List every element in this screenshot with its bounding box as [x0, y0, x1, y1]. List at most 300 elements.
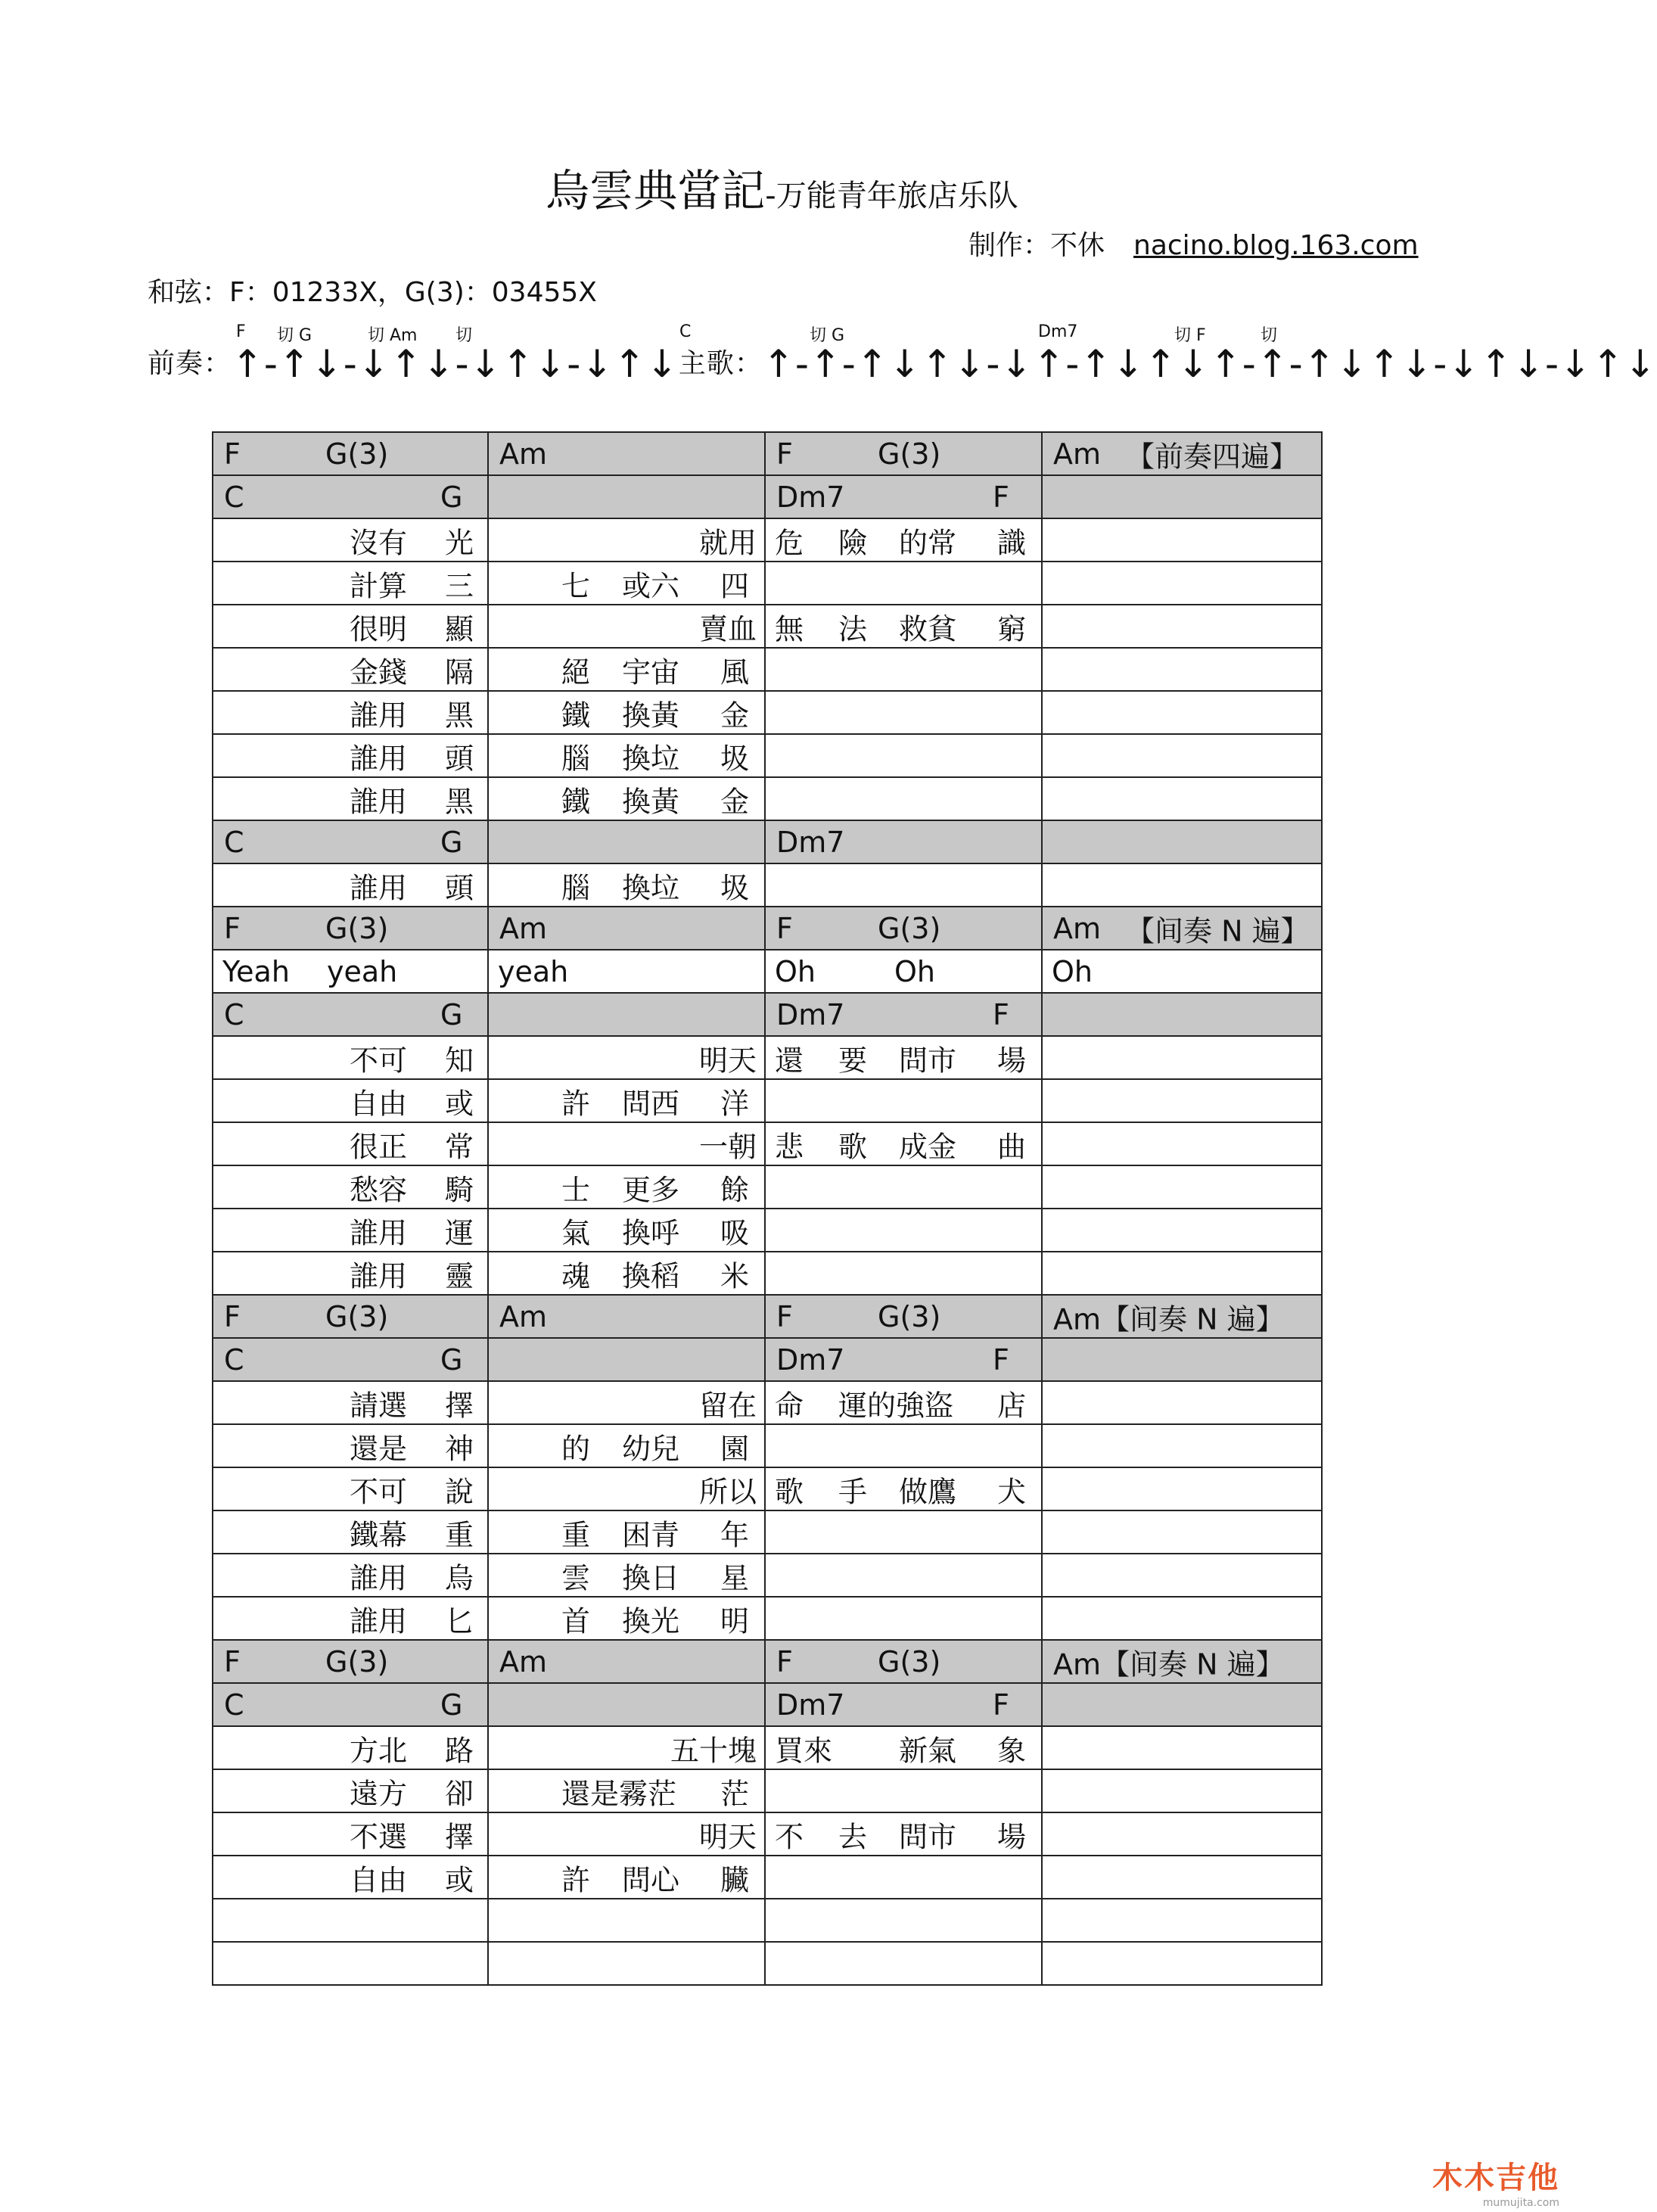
- chord-name: G(3): [878, 1299, 941, 1333]
- lyric-row: [213, 1252, 1322, 1295]
- lyric-text: 茫: [720, 1777, 750, 1810]
- lyric-text: 洋: [720, 1087, 750, 1120]
- chord-name: Am: [1053, 911, 1102, 945]
- lyric-text: 星: [720, 1561, 750, 1594]
- lyric-cell: [765, 777, 1042, 820]
- lyric-text: 曲: [997, 1130, 1027, 1163]
- chord-name: G: [440, 825, 463, 859]
- credit-line: [968, 224, 1419, 263]
- lyric-cell: [765, 734, 1042, 777]
- lyric-cell: [213, 691, 488, 734]
- lyric-cell: [1042, 1079, 1322, 1122]
- verse-pattern: ↑-↑-↑↓↑↓-↓↑-↑↓↑↓↑-↑-↑↓↑↓-↓↑↓-↓↑↓: [762, 342, 1657, 386]
- lyric-text: 還是霧茫: [561, 1777, 677, 1810]
- watermark: [1432, 2154, 1559, 2209]
- lyric-row: [213, 562, 1322, 605]
- watermark-logo: 木木吉他: [1432, 2161, 1559, 2195]
- lyric-cell: [1042, 1597, 1322, 1640]
- lyric-text: 計算: [350, 569, 408, 602]
- lyric-text: 換光: [622, 1604, 680, 1638]
- lyric-text: 氣: [561, 1216, 591, 1249]
- chord-cell: [488, 993, 765, 1036]
- lyric-cell: [765, 1252, 1042, 1295]
- lyric-text: 金錢: [350, 655, 408, 689]
- chord-shapes: 和弦：F：01233X，G(3)：03455X: [148, 277, 597, 308]
- chord-name: G: [440, 1342, 463, 1377]
- lyric-text: 腦: [561, 742, 591, 775]
- lyric-text: 園: [720, 1432, 750, 1465]
- lyric-row: [213, 1942, 1322, 1985]
- lyric-row: [213, 1554, 1322, 1597]
- lyric-cell: [1042, 1942, 1322, 1985]
- lyric-row: [213, 605, 1322, 648]
- lyric-text: 不可: [350, 1044, 408, 1077]
- chord-row: [213, 432, 1322, 475]
- song-title: 烏雲典當記: [546, 165, 766, 216]
- chord-cell: [765, 475, 1042, 518]
- chord-name: G: [440, 997, 463, 1031]
- lyric-cell: [213, 1209, 488, 1252]
- lyric-cell: [765, 1899, 1042, 1942]
- lyric-cell: [765, 1079, 1042, 1122]
- lyric-text: 換黃: [622, 785, 680, 818]
- strum-label: 切: [1261, 326, 1278, 345]
- chord-name: F: [993, 1342, 1009, 1377]
- lyric-text: 年: [720, 1518, 750, 1551]
- lyric-cell: [488, 734, 765, 777]
- chord-name: C: [224, 480, 244, 514]
- lyric-row: [213, 1381, 1322, 1424]
- chord-cell: [213, 1683, 488, 1726]
- blog-link[interactable]: nacino.blog.163.com: [1133, 230, 1419, 261]
- lyric-text: 隔: [445, 655, 474, 689]
- lyric-cell: [213, 1899, 488, 1942]
- watermark-url: mumujita.com: [1482, 2197, 1559, 2209]
- lyric-cell: [1042, 1467, 1322, 1510]
- strum-label: 切 G: [277, 326, 312, 345]
- lyric-cell: [488, 1122, 765, 1165]
- chord-name: Am: [499, 1299, 548, 1333]
- lyric-text: 風: [720, 655, 750, 689]
- chord-row: [213, 993, 1322, 1036]
- lyric-text: 誰用: [350, 1259, 408, 1293]
- chord-name: Am: [499, 1644, 548, 1678]
- lyric-cell: [765, 1510, 1042, 1554]
- lyric-cell: [1042, 734, 1322, 777]
- lyric-text: 換日: [622, 1561, 680, 1594]
- chord-row: [213, 1295, 1322, 1338]
- lyric-text: 的: [561, 1432, 591, 1465]
- lyric-text: 鐵幕: [350, 1518, 408, 1551]
- chord-row: [213, 475, 1322, 518]
- lyric-text: 問市: [899, 1044, 957, 1077]
- chord-name: G: [440, 480, 463, 514]
- chord-row: [213, 1338, 1322, 1381]
- lyric-text: 不可: [350, 1475, 408, 1508]
- chord-name: Am【间奏 N 遍】: [1053, 1302, 1285, 1336]
- lyric-row: [213, 1424, 1322, 1467]
- song-title-block: [0, 155, 1564, 219]
- lyric-text: 鐵: [561, 785, 591, 818]
- lyric-text: 遠方: [350, 1777, 408, 1810]
- strum-label: 切 G: [810, 326, 845, 345]
- lyric-cell: [1042, 863, 1322, 907]
- lyric-text: 臟: [720, 1863, 750, 1896]
- lyric-cell: [1042, 1036, 1322, 1079]
- verse-label: 主歌：: [678, 348, 763, 379]
- lyric-text: 象: [997, 1734, 1027, 1767]
- chord-cell: [488, 1338, 765, 1381]
- lyric-text: 自由: [350, 1863, 408, 1896]
- lyric-cell: [213, 734, 488, 777]
- lyric-text: 烏: [445, 1561, 474, 1594]
- chord-cell: [488, 1295, 765, 1338]
- intro-pattern: ↑-↑↓-↓↑↓-↓↑↓-↓↑↓: [232, 342, 679, 386]
- lyric-row: [213, 950, 1322, 993]
- chord-name: Am【间奏 N 遍】: [1053, 1647, 1285, 1681]
- lyric-text: 識: [997, 526, 1027, 559]
- lyric-cell: [488, 1942, 765, 1985]
- lyric-text: 新氣: [899, 1734, 957, 1767]
- lyric-cell: [765, 863, 1042, 907]
- lyric-text: 七: [561, 569, 591, 602]
- lyric-text: 買來: [775, 1734, 833, 1767]
- chord-name: C: [224, 1688, 244, 1722]
- lyric-cell: [213, 1424, 488, 1467]
- lyric-text: 頭: [445, 742, 474, 775]
- lyric-text: 魂: [561, 1259, 591, 1293]
- lyric-cell: [765, 1467, 1042, 1510]
- lyric-text: 首: [561, 1604, 591, 1638]
- lyric-cell: [765, 1209, 1042, 1252]
- chord-cell: [1042, 907, 1322, 950]
- lyric-cell: [213, 1597, 488, 1640]
- lyric-text: 換垃: [622, 871, 680, 904]
- chord-name: G(3): [325, 911, 389, 945]
- chord-cell: [213, 907, 488, 950]
- lyric-text: 鐵: [561, 698, 591, 732]
- lyric-text: 知: [445, 1044, 474, 1077]
- lyric-text: 運: [445, 1216, 474, 1249]
- lyric-text: 或: [445, 1087, 474, 1120]
- lyric-cell: [765, 1424, 1042, 1467]
- author-credit: 制作：不休: [968, 230, 1105, 261]
- lyric-row: [213, 1726, 1322, 1769]
- lyric-cell: [213, 1942, 488, 1985]
- lyric-text: 靈: [445, 1259, 474, 1293]
- lyric-text: yeah: [498, 954, 569, 988]
- lyric-cell: [488, 1812, 765, 1856]
- lyric-text: 換稻: [622, 1259, 680, 1293]
- lyric-text: 不選: [350, 1820, 408, 1853]
- lyric-text: 圾: [720, 871, 750, 904]
- lyric-cell: [488, 648, 765, 691]
- lyric-text: 命: [775, 1389, 804, 1422]
- chord-name: Dm7: [776, 480, 845, 514]
- lyric-text: 明天: [698, 1820, 757, 1853]
- lyric-cell: [488, 1424, 765, 1467]
- lyric-cell: [488, 605, 765, 648]
- lyric-cell: [1042, 1812, 1322, 1856]
- lyric-text: 換呼: [622, 1216, 680, 1249]
- chord-row: [213, 820, 1322, 863]
- lyric-cell: [1042, 605, 1322, 648]
- chord-cell: [213, 820, 488, 863]
- chord-name: Dm7: [776, 1342, 845, 1377]
- lyric-text: 誰用: [350, 785, 408, 818]
- lyric-text: 危: [775, 526, 804, 559]
- lyric-cell: [1042, 648, 1322, 691]
- lyric-cell: [765, 1812, 1042, 1856]
- lyric-cell: [765, 1036, 1042, 1079]
- lyric-text: 擇: [445, 1820, 474, 1853]
- lyric-text: 換黃: [622, 698, 680, 732]
- lyric-cell: [488, 1381, 765, 1424]
- lyric-text: 顯: [445, 612, 474, 646]
- lyric-text: 光: [445, 526, 474, 559]
- lyric-text: 明天: [698, 1044, 757, 1077]
- chord-name: C: [224, 1342, 244, 1377]
- chord-cell: [213, 993, 488, 1036]
- chord-name: Dm7: [776, 1688, 845, 1722]
- lyric-cell: [765, 1122, 1042, 1165]
- lyric-text: 歌: [838, 1130, 868, 1163]
- chord-cell: [1042, 993, 1322, 1036]
- lyric-cell: [488, 562, 765, 605]
- lyric-cell: [488, 863, 765, 907]
- chord-name: G(3): [878, 437, 941, 471]
- lyric-text: 救貧: [899, 612, 957, 646]
- lyric-text: 所以: [698, 1475, 757, 1508]
- lyric-text: 自由: [350, 1087, 408, 1120]
- chord-lyric-table: [212, 431, 1323, 1986]
- lyric-text: 犬: [997, 1475, 1027, 1508]
- lyric-text: 去: [838, 1820, 868, 1853]
- chord-name: G(3): [325, 1644, 389, 1678]
- chord-name: 【间奏 N 遍】: [1126, 914, 1310, 947]
- chord-name: Dm7: [776, 825, 845, 859]
- lyric-text: 騎: [445, 1173, 474, 1206]
- lyric-row: [213, 1209, 1322, 1252]
- lyric-text: 四: [720, 569, 750, 602]
- lyric-cell: [765, 950, 1042, 993]
- lyric-text: 愁容: [350, 1173, 408, 1206]
- chord-cell: [213, 1295, 488, 1338]
- lyric-row: [213, 1165, 1322, 1209]
- lyric-text: 險: [838, 526, 868, 559]
- chord-cell: [488, 1683, 765, 1726]
- lyric-text: 誰用: [350, 742, 408, 775]
- lyric-cell: [488, 1252, 765, 1295]
- chord-name: G: [440, 1688, 463, 1722]
- lyric-text: 金: [720, 785, 750, 818]
- lyric-row: [213, 691, 1322, 734]
- lyric-row: [213, 648, 1322, 691]
- chord-cell: [765, 820, 1042, 863]
- chord-cell: [488, 432, 765, 475]
- chord-name: C: [224, 825, 244, 859]
- lyric-cell: [213, 1036, 488, 1079]
- lyric-row: [213, 1122, 1322, 1165]
- lyric-row: [213, 1036, 1322, 1079]
- lyric-cell: [488, 518, 765, 562]
- lyric-text: 悲: [775, 1130, 804, 1163]
- lyric-text: 路: [445, 1734, 474, 1767]
- chord-cell: [1042, 1338, 1322, 1381]
- lyric-text: 店: [997, 1389, 1027, 1422]
- lyric-cell: [1042, 1381, 1322, 1424]
- chord-cell: [765, 1295, 1042, 1338]
- lyric-cell: [213, 863, 488, 907]
- lyric-cell: [1042, 1856, 1322, 1899]
- lyric-cell: [488, 1209, 765, 1252]
- lyric-cell: [213, 1467, 488, 1510]
- chord-name: F: [776, 911, 793, 945]
- lyric-cell: [765, 605, 1042, 648]
- lyric-cell: [1042, 1122, 1322, 1165]
- chord-cell: [488, 907, 765, 950]
- chord-name: F: [776, 437, 793, 471]
- lyric-cell: [1042, 562, 1322, 605]
- lyric-text: 幼兒: [622, 1432, 680, 1465]
- lyric-text: 問心: [622, 1863, 680, 1896]
- lyric-text: Yeah: [222, 954, 290, 988]
- lyric-cell: [213, 1381, 488, 1424]
- chord-name: C: [224, 997, 244, 1031]
- chord-cell: [1042, 820, 1322, 863]
- chord-cell: [213, 1640, 488, 1683]
- lyric-cell: [213, 518, 488, 562]
- lyric-text: 擇: [445, 1389, 474, 1422]
- lyric-cell: [1042, 1899, 1322, 1942]
- lyric-cell: [213, 777, 488, 820]
- chord-cell: [1042, 1683, 1322, 1726]
- lyric-text: 歌: [775, 1475, 804, 1508]
- chord-cell: [765, 1683, 1042, 1726]
- lyric-cell: [213, 562, 488, 605]
- lyric-text: 神: [445, 1432, 474, 1465]
- lyric-text: 米: [720, 1259, 750, 1293]
- lyric-text: 運的強盜: [838, 1389, 954, 1422]
- lyric-row: [213, 734, 1322, 777]
- lyric-text: 卻: [445, 1777, 474, 1810]
- chord-name: G(3): [325, 1299, 389, 1333]
- lyric-text: 問西: [622, 1087, 680, 1120]
- lyric-text: 請選: [350, 1389, 408, 1422]
- lyric-text: 或: [445, 1863, 474, 1896]
- lyric-cell: [213, 1812, 488, 1856]
- lyric-cell: [488, 1079, 765, 1122]
- lyric-cell: [213, 1510, 488, 1554]
- chord-cell: [213, 432, 488, 475]
- lyric-row: [213, 1899, 1322, 1942]
- lyric-text: 賣血: [698, 612, 757, 646]
- lyric-text: 還: [775, 1044, 804, 1077]
- lyric-cell: [213, 1554, 488, 1597]
- lyric-text: 方北: [350, 1734, 408, 1767]
- lyric-text: 不: [775, 1820, 804, 1853]
- lyric-text: 就用: [698, 526, 757, 559]
- lyric-text: 一朝: [698, 1130, 757, 1163]
- lyric-cell: [765, 1769, 1042, 1812]
- chord-cell: [213, 1338, 488, 1381]
- lyric-cell: [488, 1856, 765, 1899]
- chord-name: G(3): [878, 1644, 941, 1678]
- lyric-cell: [488, 691, 765, 734]
- lyric-row: [213, 863, 1322, 907]
- lyric-text: 黑: [445, 785, 474, 818]
- lyric-text: 圾: [720, 742, 750, 775]
- lyric-text: 重: [445, 1518, 474, 1551]
- lyric-cell: [1042, 1726, 1322, 1769]
- lyric-text: 許: [561, 1863, 591, 1896]
- lyric-row: [213, 1812, 1322, 1856]
- lyric-cell: [488, 1769, 765, 1812]
- lyric-text: 法: [838, 612, 868, 646]
- chord-name: F: [776, 1644, 793, 1678]
- lyric-row: [213, 1856, 1322, 1899]
- lyric-text: 手: [838, 1475, 868, 1508]
- chord-row: [213, 907, 1322, 950]
- lyric-text: 或六: [622, 569, 680, 602]
- lyric-text: 很明: [350, 612, 408, 646]
- lyric-text: 誰用: [350, 871, 408, 904]
- lyric-text: 場: [997, 1820, 1027, 1853]
- lyric-cell: [765, 518, 1042, 562]
- chord-cell: [1042, 432, 1322, 475]
- lyric-cell: [1042, 518, 1322, 562]
- lyric-cell: [488, 777, 765, 820]
- lyric-cell: [765, 1856, 1042, 1899]
- lyric-cell: [213, 1165, 488, 1209]
- chord-name: G(3): [325, 437, 389, 471]
- lyric-text: 常: [445, 1130, 474, 1163]
- chord-name: F: [224, 437, 241, 471]
- chord-name: Dm7: [776, 997, 845, 1031]
- lyric-cell: [213, 1856, 488, 1899]
- lyric-cell: [1042, 691, 1322, 734]
- lyric-cell: [488, 1036, 765, 1079]
- lyric-text: 問市: [899, 1820, 957, 1853]
- lyric-text: 頭: [445, 871, 474, 904]
- lyric-cell: [1042, 1252, 1322, 1295]
- chord-name: F: [993, 1688, 1009, 1722]
- lyric-cell: [488, 1726, 765, 1769]
- lyric-text: 三: [445, 569, 474, 602]
- lyric-text: 匕: [445, 1604, 474, 1638]
- lyric-text: 雲: [561, 1561, 591, 1594]
- lyric-row: [213, 1079, 1322, 1122]
- lyric-text: 許: [561, 1087, 591, 1120]
- lyric-row: [213, 1467, 1322, 1510]
- lyric-text: Oh: [894, 954, 935, 988]
- lyric-cell: [765, 1942, 1042, 1985]
- strum-label: Dm7: [1038, 322, 1078, 341]
- chord-name: Am: [499, 437, 548, 471]
- chord-cell: [765, 993, 1042, 1036]
- lyric-cell: [1042, 1209, 1322, 1252]
- chord-name: 【前奏四遍】: [1126, 440, 1299, 473]
- lyric-text: 誰用: [350, 1216, 408, 1249]
- lyric-cell: [1042, 1165, 1322, 1209]
- lyric-text: 黑: [445, 698, 474, 732]
- chord-row: [213, 1683, 1322, 1726]
- lyric-text: 留在: [698, 1389, 757, 1422]
- strum-pattern: [148, 342, 1657, 386]
- strum-label: C: [679, 322, 692, 341]
- lyric-cell: [213, 1726, 488, 1769]
- strum-label: F: [236, 322, 246, 341]
